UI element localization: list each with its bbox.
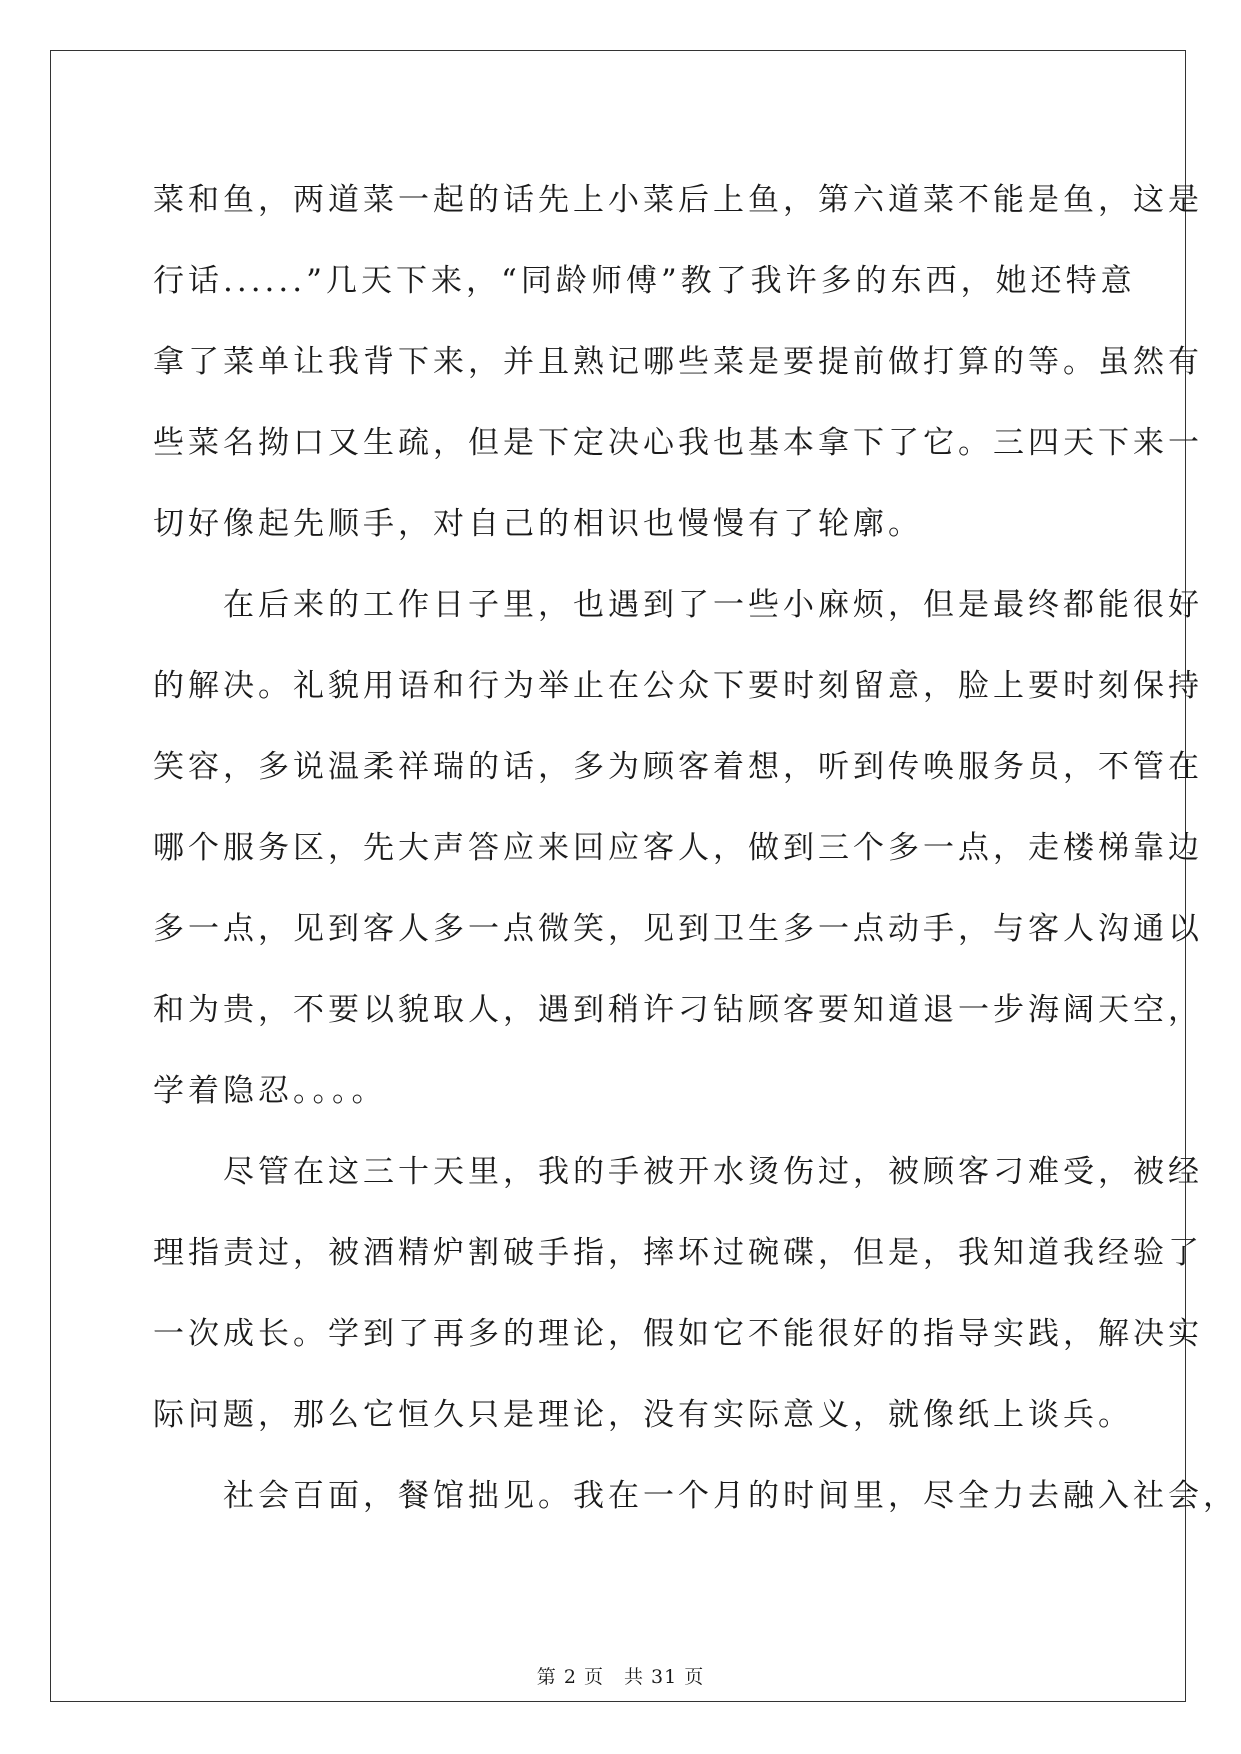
- paragraph-first-line: 在后来的工作日子里，也遇到了一些小麻烦，但是最终都能很好: [223, 587, 1203, 623]
- text-line: 笑容，多说温柔祥瑞的话，多为顾客着想，听到传唤服务员，不管在: [153, 749, 1203, 785]
- text-line: 切好像起先顺手，对自己的相识也慢慢有了轮廓。: [153, 506, 923, 542]
- text-line: 行话......”几天下来，“同龄师傅”教了我许多的东西，她还特意: [153, 263, 1136, 299]
- text-line: 多一点，见到客人多一点微笑，见到卫生多一点动手，与客人沟通以: [153, 911, 1203, 947]
- text-line: 拿了菜单让我背下来，并且熟记哪些菜是要提前做打算的等。虽然有: [153, 344, 1203, 380]
- text-line: 的解决。礼貌用语和行为举止在公众下要时刻留意，脸上要时刻保持: [153, 668, 1203, 704]
- text-line: 菜和鱼，两道菜一起的话先上小菜后上鱼，第六道菜不能是鱼，这是: [153, 182, 1203, 218]
- text-line: 和为贵，不要以貌取人，遇到稍许刁钻顾客要知道退一步海阔天空，: [153, 992, 1203, 1028]
- text-line: 际问题，那么它恒久只是理论，没有实际意义，就像纸上谈兵。: [153, 1397, 1133, 1433]
- text-line: 些菜名拗口又生疏，但是下定决心我也基本拿下了它。三四天下来一: [153, 425, 1203, 461]
- text-line: 理指责过，被酒精炉割破手指，摔坏过碗碟，但是，我知道我经验了: [153, 1235, 1203, 1271]
- paragraph-first-line: 尽管在这三十天里，我的手被开水烫伤过，被顾客刁难受，被经: [223, 1154, 1203, 1190]
- text-line: 学着隐忍。。。。: [153, 1073, 387, 1109]
- page-number-footer: 第 2 页 共 31 页: [536, 1666, 705, 1688]
- paragraph-first-line: 社会百面，餐馆拙见。我在一个月的时间里，尽全力去融入社会，: [223, 1478, 1238, 1514]
- document-body: [153, 160, 1238, 1537]
- text-line: 一次成长。学到了再多的理论，假如它不能很好的指导实践，解决实: [153, 1316, 1203, 1352]
- text-line: 哪个服务区，先大声答应来回应客人，做到三个多一点，走楼梯靠边: [153, 830, 1203, 866]
